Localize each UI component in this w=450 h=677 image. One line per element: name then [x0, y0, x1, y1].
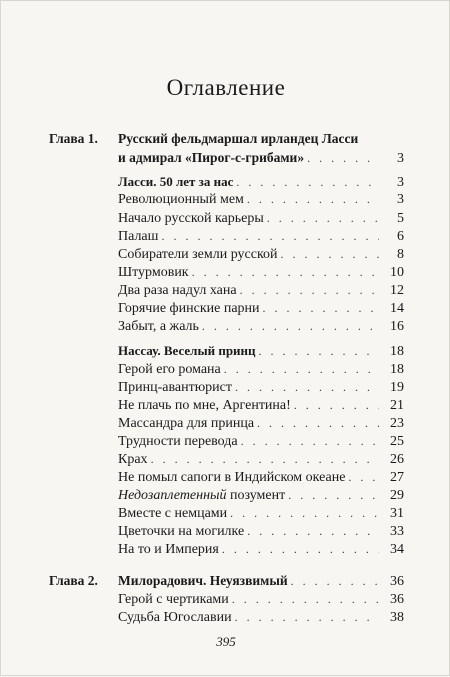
chapter-label: Глава 2.: [49, 573, 98, 588]
toc-entry: Забыт, а жаль . . . 16: [118, 319, 404, 338]
table-of-contents: [1, 1, 450, 677]
chapter-heading: Милорадович. Неуязвимый . . . 36: [118, 573, 404, 592]
toc-entry: Принц-авантюрист . . . 19: [118, 380, 404, 399]
toc-entry: Крах . . . 26: [118, 452, 404, 471]
section-heading: Ласси. 50 лет за нас . . . 3: [118, 174, 404, 193]
toc-entry: Массандра для принца . . . 23: [118, 416, 404, 435]
section-heading: Нассау. Веселый принц . . . 18: [118, 343, 404, 362]
toc-entry: Горячие финские парни . . . 14: [118, 301, 404, 320]
toc-entry: Начало русской карьеры . . . 5: [118, 211, 404, 230]
chapter-heading-line1: Русский фельдмаршал ирландец Ласси: [118, 131, 359, 146]
toc-entry: Штурмовик . . . 10: [118, 265, 404, 284]
toc-entry: Герой с чертиками . . . 36: [118, 592, 404, 611]
toc-entry: Трудности перевода . . . 25: [118, 434, 404, 453]
toc-entry: На то и Империя . . . 34: [118, 542, 404, 561]
toc-entry: Не плачь по мне, Аргентина! . . . 21: [118, 398, 404, 417]
toc-entry: Герой его романа . . . 18: [118, 362, 404, 381]
toc-entry: Палаш . . . 6: [118, 229, 404, 248]
toc-entry: Собиратели земли русской . . . 8: [118, 247, 404, 266]
toc-entry: Недозаплетенный позумент . . . 29: [118, 488, 404, 507]
chapter-label: Глава 1.: [49, 131, 98, 146]
italic-word: Недозаплетенный: [118, 488, 227, 503]
toc-entry: Цветочки на могилке . . . 33: [118, 524, 404, 543]
chapter-heading-line2: и адмирал «Пирог-с-грибами» . . . 3: [118, 150, 404, 169]
toc-entry: Вместе с немцами . . . 31: [118, 506, 404, 525]
toc-entry: Судьба Югославии . . . 38: [118, 610, 404, 629]
toc-entry: Не помыл сапоги в Индийском океане . . . 27: [118, 470, 404, 489]
toc-entry: Революционный мем . . . 3: [118, 192, 404, 211]
page-title: Оглавление: [166, 75, 286, 100]
toc-entry: Два раза надул хана . . . 12: [118, 283, 404, 302]
page-number: 395: [216, 634, 236, 649]
